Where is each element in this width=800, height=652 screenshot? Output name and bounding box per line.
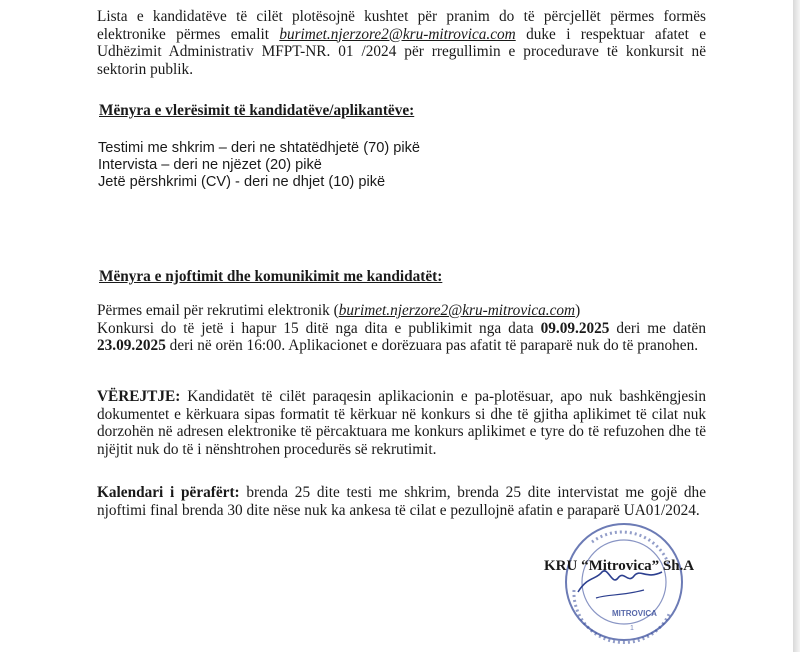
- evaluation-item-interview: Intervista – deri ne njëzet (20) pikë: [98, 157, 322, 173]
- svg-text:1: 1: [630, 625, 634, 632]
- intro-text-2: duke i respektuar afatet e Udhëzimit Administrativ MFPT-NR. 01 /2024 për rregullimin e procedurave të konkursit në sektorin publik.: [97, 25, 706, 78]
- calendar-text: brenda 25 dite testi me shkrim, brenda 25 dite intervistat me gojë dhe njoftimi final brenda 30 dite nëse nuk ka ankesa të cilat e pezullojnë afatin e paraparë UA01/2024.: [97, 484, 706, 519]
- note-label: VËREJTJE:: [97, 388, 181, 405]
- page-edge: [793, 0, 800, 652]
- intro-paragraph: [97, 8, 706, 78]
- date-close: 23.09.2025: [97, 337, 166, 354]
- notification-heading: Mënyra e njoftimit dhe komunikimit me kandidatët:: [99, 268, 443, 285]
- notification-email-suffix: ): [575, 302, 581, 319]
- note-paragraph: [97, 388, 706, 458]
- stamp-city: MITROVICA: [612, 609, 657, 618]
- notification-email-prefix: Përmes email për rekrutimi elektronik (: [97, 302, 339, 319]
- date-open: 09.09.2025: [540, 319, 610, 337]
- notification-paragraph: [97, 302, 706, 355]
- calendar-label: Kalendari i përafërt:: [97, 484, 240, 501]
- company-stamp: [552, 520, 692, 652]
- evaluation-item-cv: Jetë përshkrimi (CV) - deri ne dhjet (10) pikë: [98, 174, 386, 190]
- notification-text-b: deri me datën: [609, 319, 706, 337]
- intro-text-1: Lista e kandidatëve të cilët plotësojnë kushtet për pranim do të përcjellët përmes formës elektronike përmes emalit: [97, 8, 706, 43]
- notification-text-a: Konkursi do të jetë i hapur 15 ditë nga dita e publikimit nga data: [97, 319, 541, 337]
- note-text: Kandidatët të cilët paraqesin aplikacionin e pa-plotësuar, apo nuk bashkëngjesin dokumentet e kërkuara sipas formatit të kërkuar në konkurs si dhe të gjitha aplikimet të cilat nuk dorzohën në adresen elektronike të përcaktuara me konkurs aplikimet e tyre do të refuzohen dhe të njëjtit nuk do të i nënshtrohen procedurës së rekrutimit.: [97, 388, 706, 458]
- calendar-paragraph: [97, 484, 706, 519]
- evaluation-heading: Mënyra e vlerësimit të kandidatëve/aplikantëve:: [99, 102, 415, 119]
- notification-email-link[interactable]: burimet.njerzore2@kru-mitrovica.com: [338, 302, 576, 319]
- intro-email-link[interactable]: burimet.njerzore2@kru-mitrovica.com: [279, 25, 516, 43]
- company-name: KRU “Mitrovica” Sh.A: [544, 558, 695, 574]
- evaluation-item-written-test: Testimi me shkrim – deri ne shtatëdhjetë (70) pikë: [98, 140, 421, 156]
- notification-text-c: deri në orën 16:00. Aplikacionet e dorëzuara pas afatit të paraparë nuk do të pranohen.: [165, 337, 699, 354]
